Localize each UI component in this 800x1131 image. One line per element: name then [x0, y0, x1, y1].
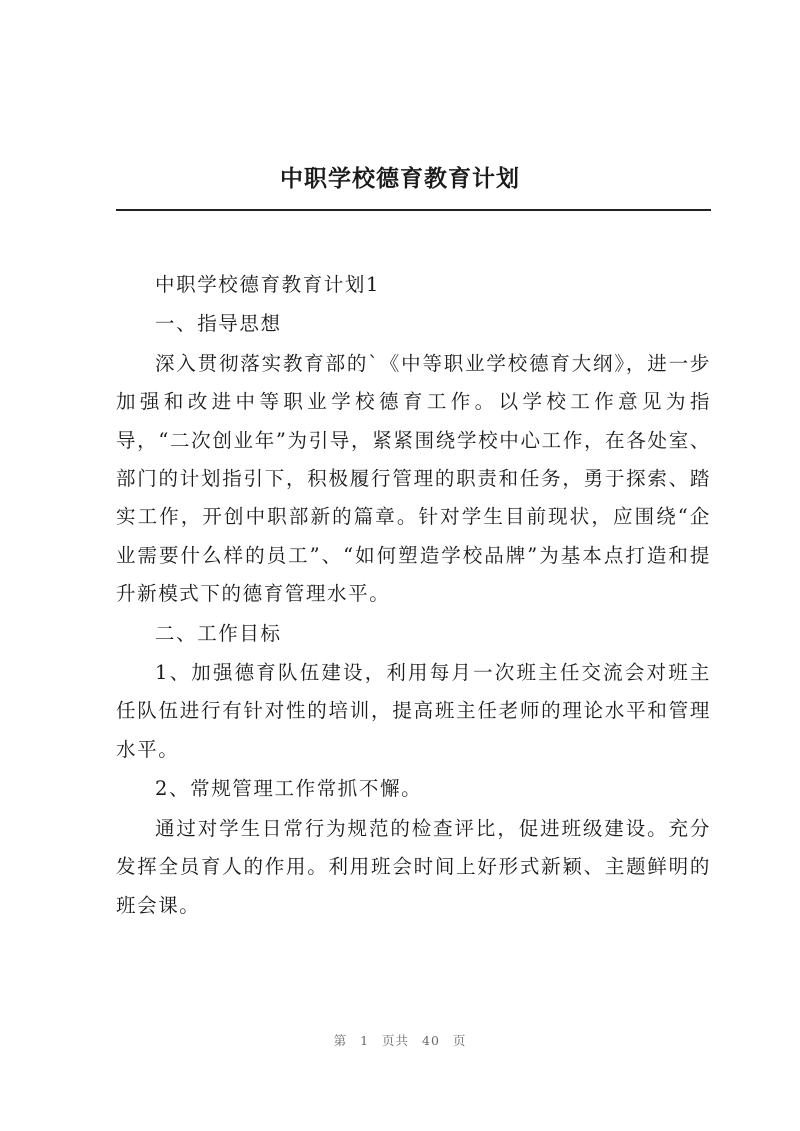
page-footer: [0, 1031, 800, 1049]
paragraph-goal-2: 2、常规管理工作常抓不懈。: [155, 777, 423, 801]
footer-total-pages: 40: [422, 1033, 440, 1048]
title-divider: [116, 209, 711, 211]
section-heading-guiding-thought: 一、指导思想: [155, 312, 282, 336]
paragraph-guiding-thought: 深入贯彻落实教育部的`《中等职业学校德育大纲》，进一步加强和改进中等职业学校德育工作。以学校工作意见为指导，“二次创业年”为引导，紧紧围绕学校中心工作，在各处室、部门的计划指引下，积极履行管理的职责和任务，勇于探索、踏实工作，开创中职部新的篇章。针对学生目前现状，应围绕“企业需要什么样的员工”、“如何塑造学校品牌”为基本点打造和提升新模式下的德育管理水平。: [116, 351, 711, 606]
footer-middle: 页共: [382, 1033, 410, 1048]
document-body: [116, 266, 711, 926]
footer-suffix: 页: [452, 1033, 467, 1048]
footer-prefix: 第: [333, 1033, 348, 1048]
paragraph-routine-management: 通过对学生日常行为规范的检查评比，促进班级建设。充分发挥全员育人的作用。利用班会时间上好形式新颖、主题鲜明的班会课。: [116, 816, 711, 917]
section-heading-work-goals: 二、工作目标: [155, 621, 282, 645]
section-heading-plan: 中职学校德育教育计划1: [155, 273, 381, 296]
paragraph-goal-1: 1、加强德育队伍建设，利用每月一次班主任交流会对班主任队伍进行有针对性的培训，提高班主任老师的理论水平和管理水平。: [116, 661, 711, 761]
footer-current-page: 1: [360, 1033, 370, 1048]
document-title: 中职学校德育教育计划: [280, 166, 520, 192]
